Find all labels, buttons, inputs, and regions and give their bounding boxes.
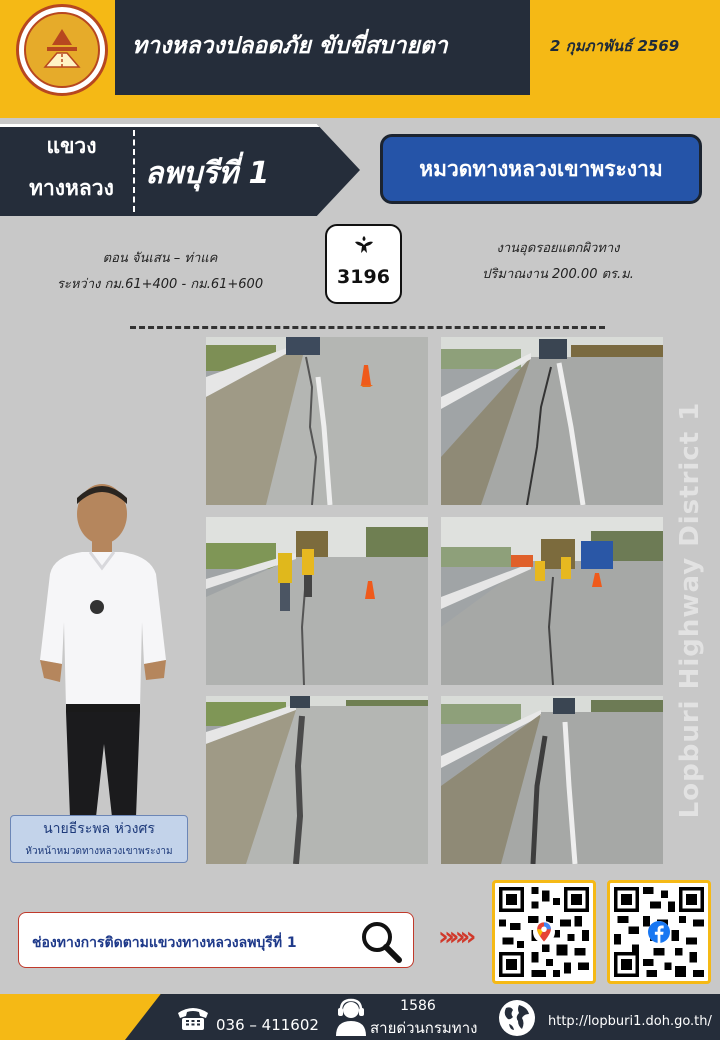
- call-center-icon: [334, 998, 368, 1036]
- hotline-label: สายด่วนกรมทาง: [370, 1019, 478, 1037]
- route-location: [20, 246, 300, 298]
- website-link[interactable]: http://lopburi1.doh.go.th/: [548, 1014, 712, 1029]
- google-maps-icon: [533, 921, 555, 943]
- chevron-right-icon: »»»: [438, 922, 471, 952]
- banner-divider: [133, 130, 135, 212]
- work-photo-1: [206, 337, 428, 505]
- unit-banner: [380, 134, 702, 204]
- search-icon: [359, 919, 403, 963]
- route-km-range: ระหว่าง กม.61+400 - กม.61+600: [56, 277, 264, 292]
- officer-name-plate: [10, 815, 188, 863]
- globe-icon: [498, 999, 536, 1037]
- section-divider: [130, 326, 605, 329]
- district-label-line2: ทางหลวง: [29, 176, 114, 200]
- route-number-badge: [325, 224, 402, 304]
- officer-position: หัวหน้าหมวดทางหลวงเขาพระงาม: [25, 846, 173, 857]
- officer-photo: [32, 482, 172, 817]
- district-label-line1: แขวง: [46, 134, 97, 158]
- header-slogan: ทางหลวงปลอดภัย ขับขี่สบายตา: [132, 33, 448, 59]
- route-section: ตอน จันเสน – ท่าแค: [102, 251, 218, 266]
- facebook-icon: [648, 921, 670, 943]
- work-photo-3: [206, 517, 428, 685]
- officer-illustration: [32, 482, 172, 817]
- hotline-number[interactable]: 1586: [400, 998, 436, 1014]
- follow-channels-label: ช่องทางการติดตามแขวงทางหลวงลพบุรีที่ 1: [32, 935, 297, 951]
- qr-code-maps[interactable]: [492, 880, 596, 984]
- follow-channels-box[interactable]: [18, 912, 414, 968]
- work-photo-5: [206, 696, 428, 864]
- work-quantity: ปริมาณงาน 200.00 ตร.ม.: [482, 267, 634, 282]
- post-date: 2 กุมภาพันธ์ 2569: [550, 37, 680, 55]
- department-logo: [16, 4, 108, 96]
- telephone-icon: [176, 1005, 210, 1031]
- qr-code-facebook[interactable]: [607, 880, 711, 984]
- work-summary: [428, 236, 688, 288]
- work-type: งานอุดรอยแตกผิวทาง: [496, 241, 620, 256]
- route-number: 3196: [337, 266, 390, 288]
- officer-name: นายธีระพล ห่วงศร: [43, 821, 155, 837]
- emblem-icon: [35, 23, 89, 77]
- unit-name: หมวดทางหลวงเขาพระงาม: [419, 156, 663, 181]
- work-photo-2: [441, 337, 663, 505]
- district-name: ลพบุรีที่ 1: [145, 156, 270, 191]
- district-watermark: Lopburi Highway District 1: [675, 401, 705, 819]
- garuda-icon: [353, 234, 375, 256]
- work-photo-6: [441, 696, 663, 864]
- work-photo-4: [441, 517, 663, 685]
- contact-phone[interactable]: 036 – 411602: [216, 1016, 319, 1034]
